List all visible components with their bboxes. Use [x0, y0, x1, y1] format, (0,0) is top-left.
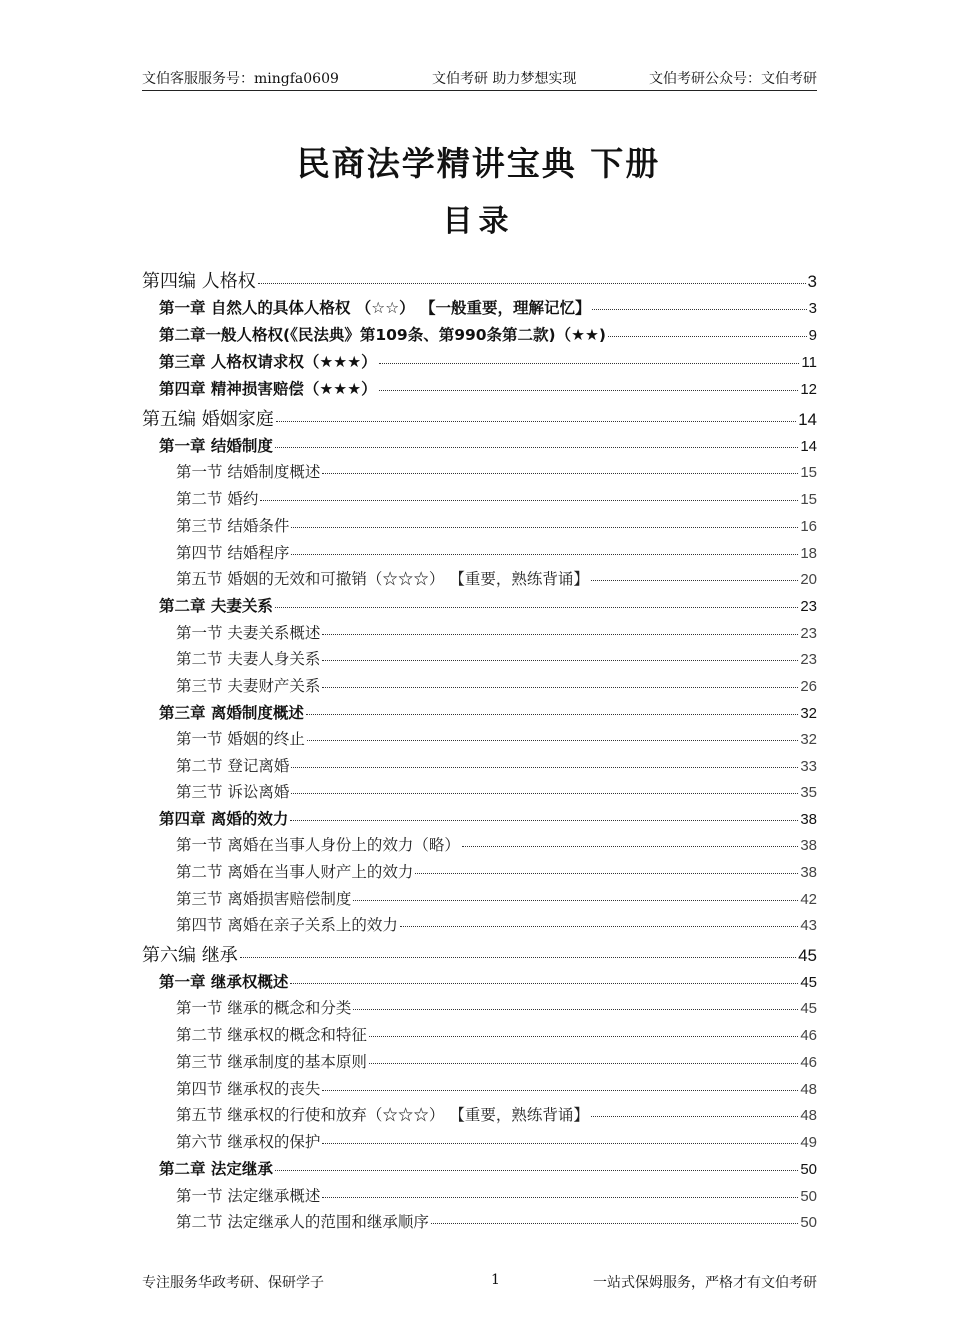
toc-entry-level-3[interactable]	[176, 860, 817, 882]
toc-dot-leader	[290, 820, 798, 821]
toc-entry-label: 第三节 夫妻财产关系	[176, 677, 321, 695]
toc-dot-leader	[608, 336, 807, 337]
toc-entry-page-number: 38	[800, 864, 817, 881]
toc-entry-label: 第三章 离婚制度概述	[159, 704, 304, 722]
toc-dot-leader	[290, 983, 798, 984]
toc-entry-label: 第二章 法定继承	[159, 1160, 273, 1178]
toc-entry-level-1[interactable]	[142, 267, 817, 293]
footer-left-text: 专注服务华政考研、保研学子	[142, 1275, 324, 1291]
toc-entry-page-number: 14	[798, 410, 817, 429]
toc-entry-label: 第一章 自然人的具体人格权 （☆☆） 【一般重要，理解记忆】	[159, 299, 591, 317]
toc-entry-label: 第五编 婚姻家庭	[142, 409, 274, 430]
toc-entry-label: 第一节 婚姻的终止	[176, 730, 305, 748]
toc-dot-leader	[291, 527, 798, 528]
toc-entry-page-number: 23	[800, 625, 817, 642]
toc-entry-page-number: 35	[800, 784, 817, 801]
toc-entry-page-number: 3	[808, 300, 817, 317]
toc-entry-label: 第四节 继承权的丧失	[176, 1080, 321, 1098]
toc-dot-leader	[291, 554, 798, 555]
toc-entry-label: 第二章 夫妻关系	[159, 597, 273, 615]
toc-entry-level-3[interactable]	[176, 674, 817, 696]
toc-entry-label: 第一节 结婚制度概述	[176, 463, 321, 481]
toc-dot-leader	[353, 1009, 798, 1010]
toc-entry-label: 第二节 登记离婚	[176, 757, 290, 775]
toc-entry-page-number: 45	[798, 946, 817, 965]
toc-dot-leader	[291, 767, 798, 768]
toc-entry-label: 第一节 离婚在当事人身份上的效力（略）	[176, 836, 460, 854]
toc-entry-label: 第二节 婚约	[176, 490, 259, 508]
toc-dot-leader	[592, 309, 806, 310]
toc-heading: 目录	[442, 204, 515, 239]
toc-entry-level-2[interactable]	[159, 701, 817, 723]
toc-entry-page-number: 9	[808, 327, 817, 344]
header-service-account: 文伯客服服务号：mingfa0609	[142, 71, 339, 87]
toc-entry-level-2[interactable]	[159, 434, 817, 456]
toc-entry-level-1[interactable]	[142, 405, 817, 431]
toc-dot-leader	[322, 1197, 798, 1198]
toc-dot-leader	[307, 740, 798, 741]
toc-entry-label: 第一节 夫妻关系概述	[176, 624, 321, 642]
toc-entry-label: 第四章 离婚的效力	[159, 810, 289, 828]
toc-entry-page-number: 38	[800, 811, 817, 828]
toc-dot-leader	[591, 1116, 798, 1117]
toc-entry-level-3[interactable]	[176, 833, 817, 855]
toc-entry-level-3[interactable]	[176, 1050, 817, 1072]
toc-entry-label: 第三节 继承制度的基本原则	[176, 1053, 367, 1071]
toc-dot-leader	[353, 900, 798, 901]
toc-dot-leader	[322, 660, 798, 661]
toc-entry-page-number: 18	[800, 545, 817, 562]
toc-entry-level-3[interactable]	[176, 1023, 817, 1045]
toc-entry-level-2[interactable]	[159, 350, 817, 372]
toc-entry-page-number: 49	[800, 1134, 817, 1151]
toc-entry-label: 第三节 离婚损害赔偿制度	[176, 890, 352, 908]
toc-entry-label: 第一章 结婚制度	[159, 437, 273, 455]
toc-entry-level-3[interactable]	[176, 996, 817, 1018]
toc-entry-page-number: 45	[800, 1000, 817, 1017]
toc-entry-label: 第一节 继承的概念和分类	[176, 999, 352, 1017]
toc-entry-label: 第五节 婚姻的无效和可撤销（☆☆☆） 【重要，熟练背诵】	[176, 570, 589, 588]
toc-entry-level-2[interactable]	[159, 377, 817, 399]
footer-page-number: 1	[491, 1272, 500, 1288]
toc-entry-page-number: 32	[800, 705, 817, 722]
toc-dot-leader	[322, 687, 798, 688]
toc-entry-level-2[interactable]	[159, 1157, 817, 1179]
toc-entry-level-3[interactable]	[176, 567, 817, 589]
toc-entry-label: 第四章 精神损害赔偿（★★★）	[159, 380, 377, 398]
toc-dot-leader	[322, 1090, 798, 1091]
toc-entry-level-3[interactable]	[176, 460, 817, 482]
toc-dot-leader	[591, 580, 798, 581]
toc-dot-leader	[260, 500, 798, 501]
toc-entry-label: 第四节 离婚在亲子关系上的效力	[176, 916, 398, 934]
toc-entry-level-3[interactable]	[176, 727, 817, 749]
toc-dot-leader	[322, 634, 798, 635]
toc-entry-page-number: 50	[800, 1161, 817, 1178]
toc-entry-level-3[interactable]	[176, 1184, 817, 1206]
toc-entry-page-number: 50	[800, 1188, 817, 1205]
toc-dot-leader	[379, 363, 800, 364]
toc-entry-label: 第四编 人格权	[142, 271, 256, 292]
toc-dot-leader	[431, 1223, 798, 1224]
toc-entry-label: 第二节 夫妻人身关系	[176, 650, 321, 668]
document-title: 民商法学精讲宝典 下册	[296, 144, 661, 183]
toc-entry-label: 第六节 继承权的保护	[176, 1133, 321, 1151]
toc-entry-label: 第二节 法定继承人的范围和继承顺序	[176, 1213, 429, 1231]
toc-entry-page-number: 50	[800, 1214, 817, 1231]
toc-dot-leader	[322, 473, 798, 474]
toc-entry-label: 第一节 法定继承概述	[176, 1187, 321, 1205]
toc-entry-level-3[interactable]	[176, 541, 817, 563]
header-public-account: 文伯考研公众号：文伯考研	[649, 71, 817, 87]
toc-entry-page-number: 20	[800, 571, 817, 588]
toc-entry-level-3[interactable]	[176, 647, 817, 669]
toc-entry-page-number: 42	[800, 891, 817, 908]
toc-entry-page-number: 16	[800, 518, 817, 535]
toc-entry-level-2[interactable]	[159, 970, 817, 992]
toc-dot-leader	[258, 283, 806, 284]
toc-entry-label: 第二节 离婚在当事人财产上的效力	[176, 863, 414, 881]
toc-entry-level-1[interactable]	[142, 941, 817, 967]
toc-entry-level-3[interactable]	[176, 487, 817, 509]
header-slogan: 文伯考研 助力梦想实现	[432, 71, 577, 87]
toc-entry-page-number: 14	[800, 438, 817, 455]
toc-entry-level-3[interactable]	[176, 913, 817, 935]
toc-entry-page-number: 48	[800, 1081, 817, 1098]
toc-dot-leader	[240, 957, 796, 958]
toc-entry-level-3[interactable]	[176, 887, 817, 909]
toc-entry-label: 第一章 继承权概述	[159, 973, 289, 991]
toc-entry-page-number: 48	[800, 1107, 817, 1124]
toc-entry-page-number: 46	[800, 1027, 817, 1044]
toc-entry-level-2[interactable]	[159, 807, 817, 829]
toc-entry-page-number: 3	[807, 272, 817, 291]
toc-dot-leader	[291, 793, 798, 794]
toc-dot-leader	[462, 846, 798, 847]
toc-entry-page-number: 32	[800, 731, 817, 748]
toc-entry-page-number: 26	[800, 678, 817, 695]
toc-dot-leader	[369, 1063, 798, 1064]
toc-entry-level-3[interactable]	[176, 1130, 817, 1152]
toc-dot-leader	[275, 1170, 798, 1171]
toc-entry-page-number: 33	[800, 758, 817, 775]
toc-entry-label: 第二章一般人格权(《民法典》第109条、第990条第二款)（★★)	[159, 326, 607, 344]
toc-entry-label: 第四节 结婚程序	[176, 544, 290, 562]
toc-dot-leader	[275, 607, 798, 608]
toc-dot-leader	[379, 390, 799, 391]
toc-entry-level-2[interactable]	[159, 323, 817, 345]
toc-dot-leader	[415, 873, 798, 874]
toc-dot-leader	[276, 421, 796, 422]
toc-entry-level-2[interactable]	[159, 594, 817, 616]
toc-entry-label: 第三节 诉讼离婚	[176, 783, 290, 801]
toc-entry-level-3[interactable]	[176, 1103, 817, 1125]
toc-entry-page-number: 45	[800, 974, 817, 991]
toc-entry-page-number: 23	[800, 651, 817, 668]
toc-dot-leader	[400, 926, 798, 927]
toc-entry-page-number: 15	[800, 491, 817, 508]
toc-entry-label: 第五节 继承权的行使和放弃（☆☆☆） 【重要，熟练背诵】	[176, 1106, 589, 1124]
toc-dot-leader	[275, 447, 798, 448]
toc-dot-leader	[369, 1036, 798, 1037]
toc-entry-level-3[interactable]	[176, 780, 817, 802]
toc-entry-page-number: 12	[800, 381, 817, 398]
toc-entry-page-number: 38	[800, 837, 817, 854]
toc-entry-page-number: 43	[800, 917, 817, 934]
toc-entry-label: 第六编 继承	[142, 945, 238, 966]
footer-right-text: 一站式保姆服务，严格才有文伯考研	[593, 1275, 817, 1291]
toc-entry-page-number: 46	[800, 1054, 817, 1071]
toc-entry-level-3[interactable]	[176, 1210, 817, 1232]
toc-entry-page-number: 23	[800, 598, 817, 615]
toc-entry-level-3[interactable]	[176, 1077, 817, 1099]
toc-entry-page-number: 15	[800, 464, 817, 481]
toc-entry-level-3[interactable]	[176, 754, 817, 776]
toc-dot-leader	[306, 714, 798, 715]
toc-entry-level-3[interactable]	[176, 514, 817, 536]
toc-entry-page-number: 11	[801, 354, 817, 371]
toc-entry-label: 第三章 人格权请求权（★★★）	[159, 353, 377, 371]
toc-entry-label: 第二节 继承权的概念和特征	[176, 1026, 367, 1044]
toc-dot-leader	[322, 1143, 798, 1144]
toc-entry-level-2[interactable]	[159, 296, 817, 318]
page-header	[142, 66, 817, 91]
toc-entry-label: 第三节 结婚条件	[176, 517, 290, 535]
toc-entry-level-3[interactable]	[176, 621, 817, 643]
